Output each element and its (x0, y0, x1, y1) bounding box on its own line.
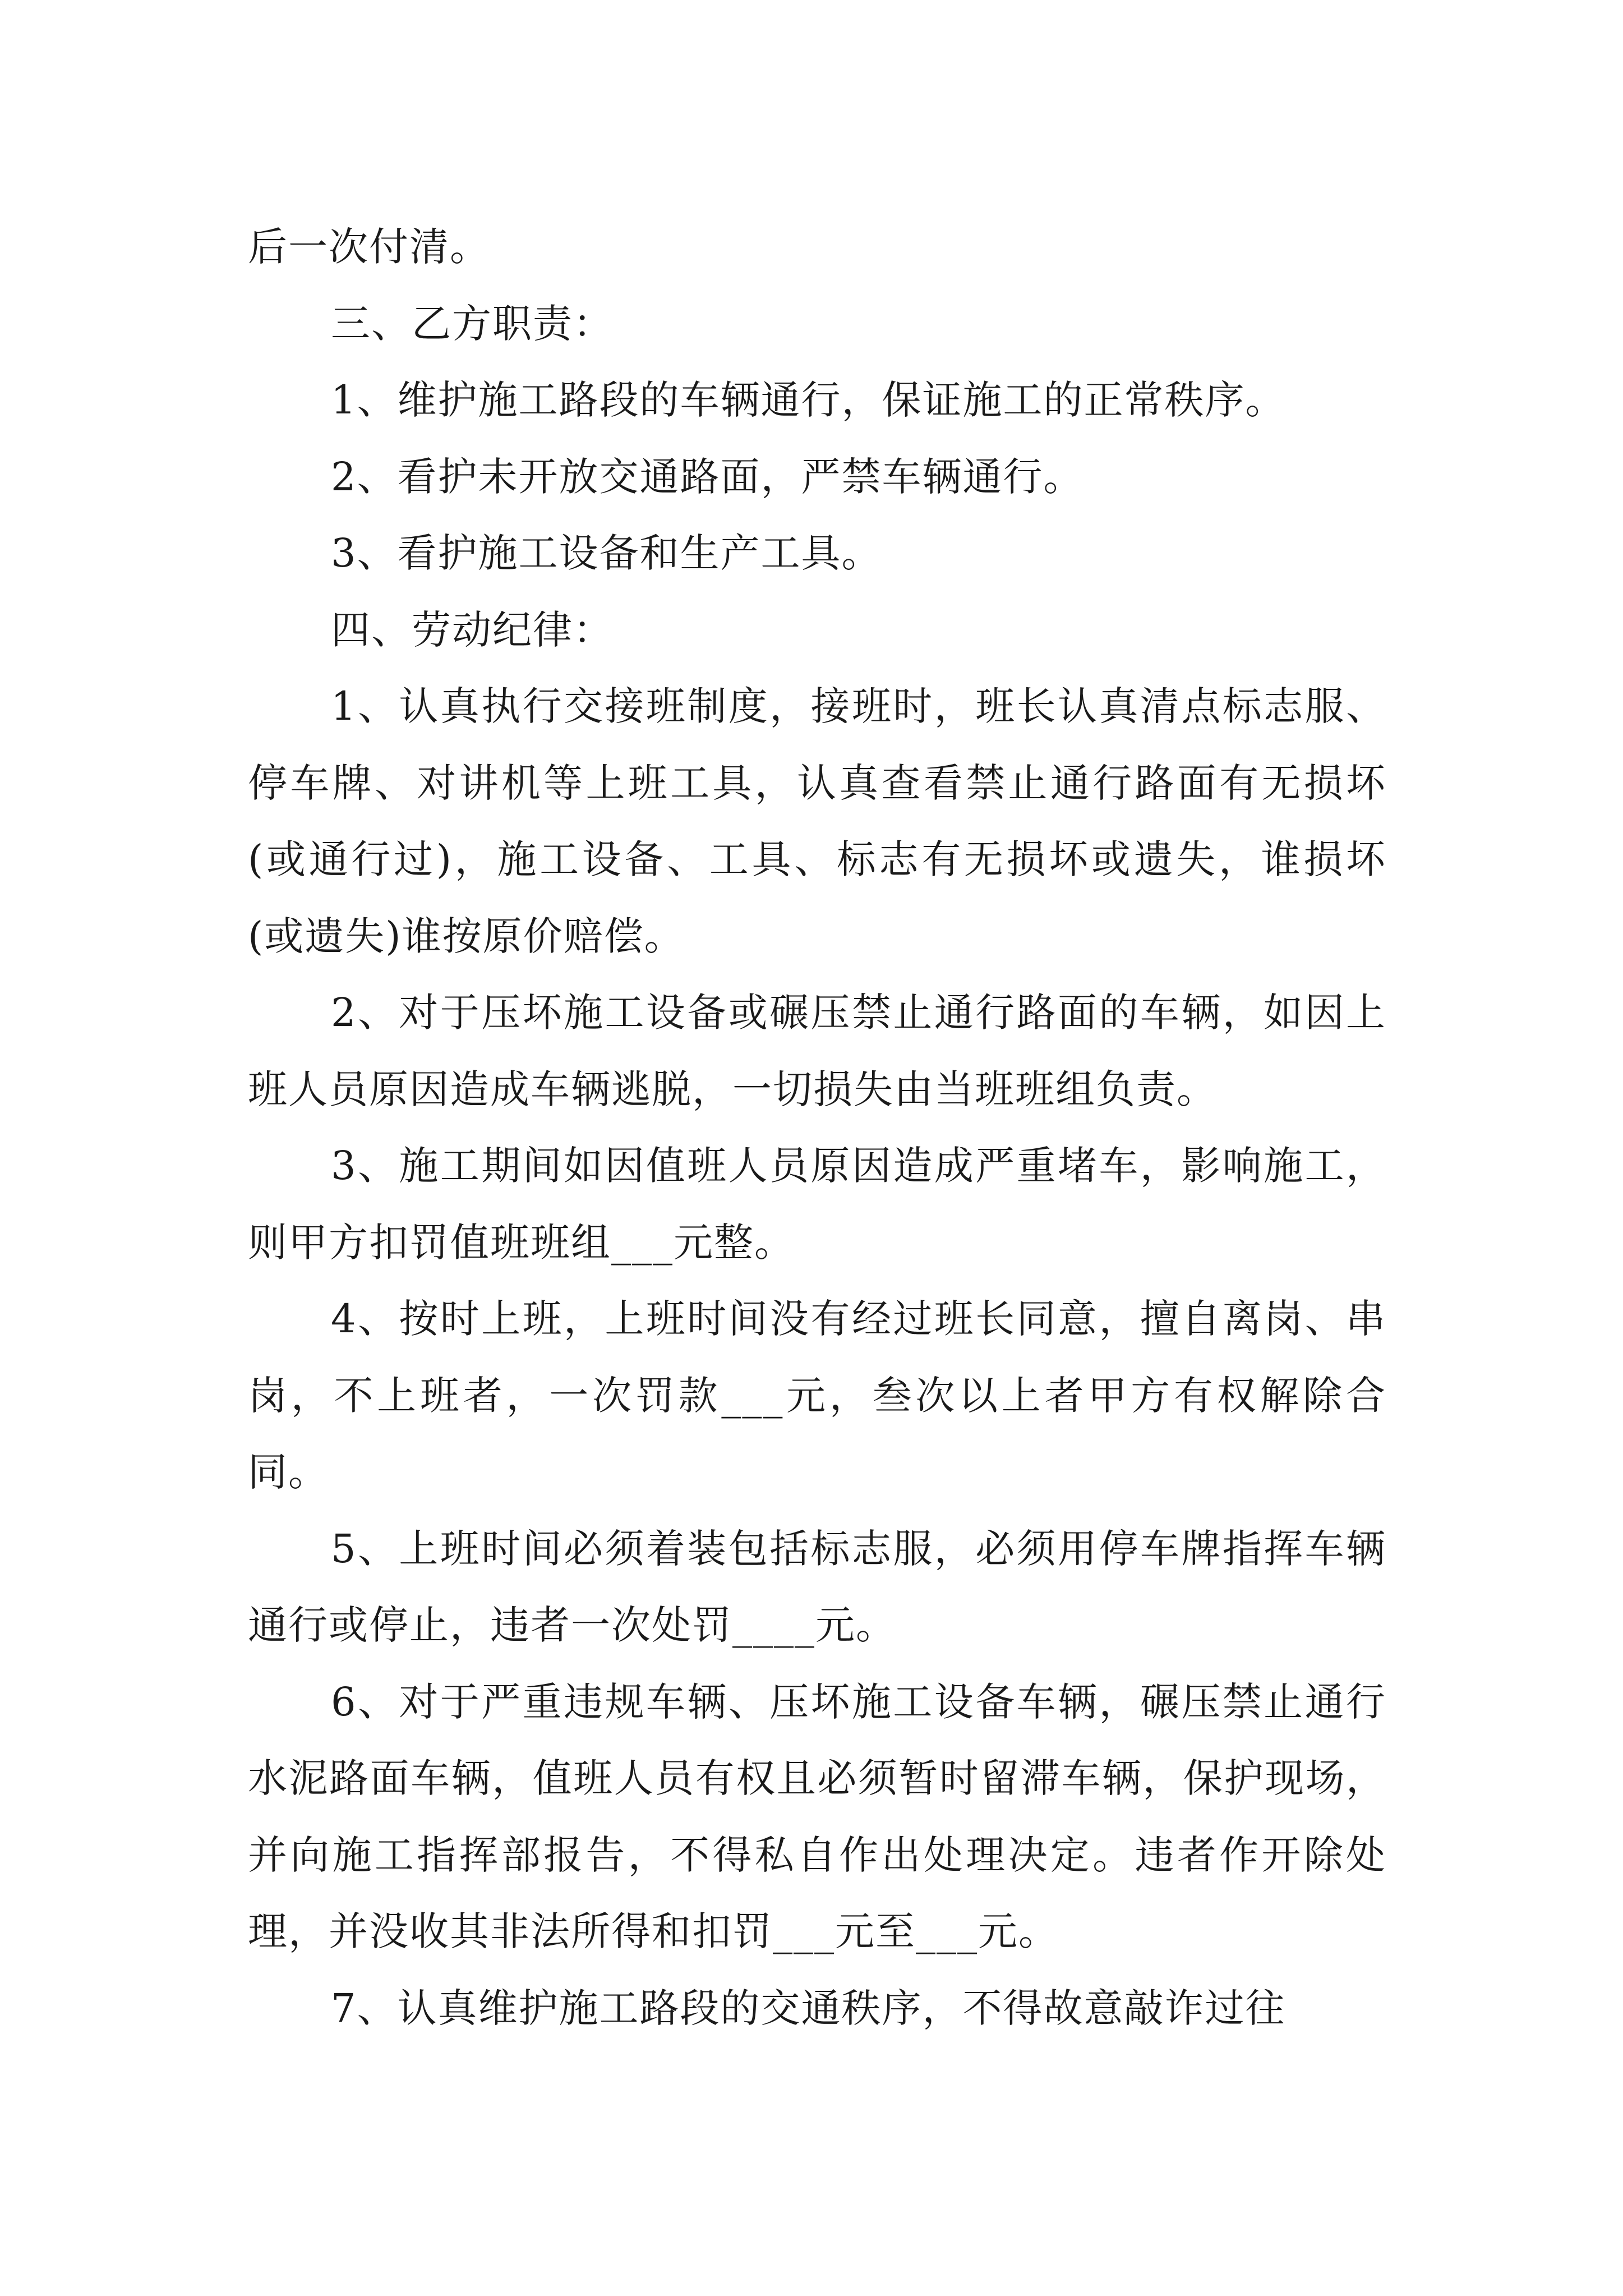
discipline-item-7: 7、认真维护施工路段的交通秩序，不得故意敲诈过往 (331, 1985, 1286, 2031)
discipline-item-5: 5、上班时间必须着装包括标志服，必须用停车牌指挥车辆通行或停止，违者一次处罚____元。 (248, 1525, 1386, 1648)
paragraph-payment-end: 后一次付清。 (248, 224, 490, 270)
discipline-item-1: 1、认真执行交接班制度，接班时，班长认真清点标志服、停车牌、对讲机等上班工具，认真查看禁止通行路面有无损坏(或通行过)，施工设备、工具、标志有无损坏或遗失，谁损坏(或遗失)谁按原价赔偿。 (248, 683, 1386, 959)
duty-item-3: 3、看护施工设备和生产工具。 (331, 530, 882, 576)
duty-item-2: 2、看护未开放交通路面，严禁车辆通行。 (331, 453, 1084, 500)
discipline-item-6: 6、对于严重违规车辆、压坏施工设备车辆，碾压禁止通行水泥路面车辆，值班人员有权且必须暂时留滞车辆，保护现场，并向施工指挥部报告，不得私自作出处理决定。违者作开除处理，并没收其非法所得和扣罚___元至___元。 (248, 1678, 1386, 1954)
discipline-item-4: 4、按时上班，上班时间没有经过班长同意，擅自离岗、串岗，不上班者，一次罚款___元，叁次以上者甲方有权解除合同。 (248, 1296, 1386, 1495)
duty-item-1: 1、维护施工路段的车辆通行，保证施工的正常秩序。 (331, 377, 1286, 423)
heading-party-b-duties: 三、乙方职责： (331, 300, 614, 347)
discipline-item-3: 3、施工期间如因值班人员原因造成严重堵车，影响施工，则甲方扣罚值班班组___元整。 (248, 1143, 1386, 1266)
discipline-item-2: 2、对于压坏施工设备或碾压禁止通行路面的车辆，如因上班人员原因造成车辆逃脱，一切损失由当班班组负责。 (248, 990, 1386, 1112)
heading-labor-discipline: 四、劳动纪律： (331, 606, 614, 653)
document-body (248, 209, 1386, 2046)
